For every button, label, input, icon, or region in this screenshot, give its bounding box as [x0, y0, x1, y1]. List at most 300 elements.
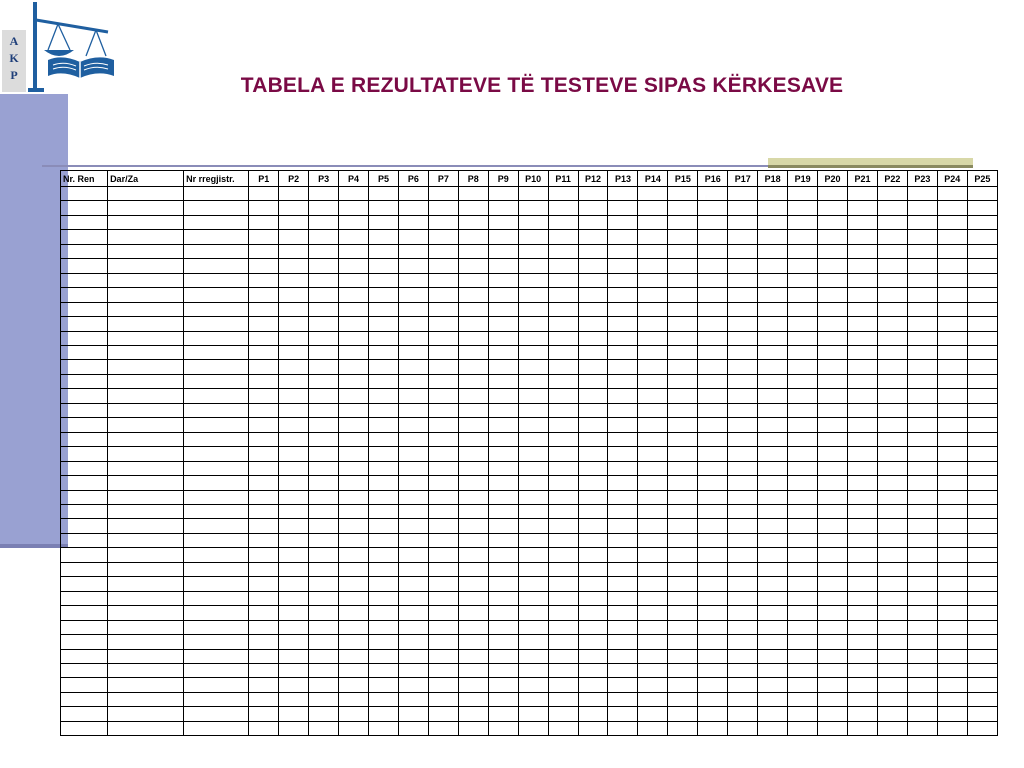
table-cell[interactable]	[428, 533, 458, 547]
table-cell[interactable]	[279, 418, 309, 432]
table-cell[interactable]	[847, 273, 877, 287]
table-cell[interactable]	[788, 360, 818, 374]
table-cell[interactable]	[458, 678, 488, 692]
table-cell[interactable]	[788, 678, 818, 692]
table-cell[interactable]	[578, 635, 608, 649]
table-cell[interactable]	[279, 591, 309, 605]
table-cell[interactable]	[184, 418, 249, 432]
table-cell[interactable]	[398, 721, 428, 735]
table-cell[interactable]	[458, 533, 488, 547]
table-cell[interactable]	[309, 360, 339, 374]
table-cell[interactable]	[548, 476, 578, 490]
table-cell[interactable]	[668, 302, 698, 316]
table-cell[interactable]	[309, 721, 339, 735]
table-cell[interactable]	[728, 418, 758, 432]
table-cell[interactable]	[249, 360, 279, 374]
table-cell[interactable]	[548, 403, 578, 417]
table-cell[interactable]	[578, 649, 608, 663]
table-cell[interactable]	[877, 201, 907, 215]
table-cell[interactable]	[398, 461, 428, 475]
table-cell[interactable]	[937, 389, 967, 403]
table-cell[interactable]	[847, 707, 877, 721]
table-cell[interactable]	[907, 345, 937, 359]
table-cell[interactable]	[279, 533, 309, 547]
table-cell[interactable]	[758, 490, 788, 504]
table-cell[interactable]	[249, 345, 279, 359]
table-cell[interactable]	[967, 490, 997, 504]
table-cell[interactable]	[608, 533, 638, 547]
table-cell[interactable]	[61, 649, 108, 663]
table-cell[interactable]	[728, 591, 758, 605]
table-cell[interactable]	[937, 317, 967, 331]
table-cell[interactable]	[279, 562, 309, 576]
table-cell[interactable]	[758, 562, 788, 576]
table-cell[interactable]	[548, 606, 578, 620]
table-cell[interactable]	[61, 548, 108, 562]
table-cell[interactable]	[518, 288, 548, 302]
table-cell[interactable]	[847, 721, 877, 735]
table-cell[interactable]	[488, 663, 518, 677]
table-cell[interactable]	[728, 678, 758, 692]
table-cell[interactable]	[548, 259, 578, 273]
table-cell[interactable]	[428, 678, 458, 692]
table-cell[interactable]	[518, 331, 548, 345]
table-cell[interactable]	[818, 533, 848, 547]
table-cell[interactable]	[428, 360, 458, 374]
table-cell[interactable]	[907, 533, 937, 547]
table-cell[interactable]	[398, 533, 428, 547]
table-cell[interactable]	[458, 635, 488, 649]
table-cell[interactable]	[578, 389, 608, 403]
table-cell[interactable]	[518, 519, 548, 533]
table-cell[interactable]	[937, 519, 967, 533]
table-cell[interactable]	[758, 201, 788, 215]
table-cell[interactable]	[758, 663, 788, 677]
table-cell[interactable]	[398, 302, 428, 316]
table-cell[interactable]	[279, 389, 309, 403]
table-cell[interactable]	[339, 432, 369, 446]
table-cell[interactable]	[368, 403, 398, 417]
table-cell[interactable]	[638, 678, 668, 692]
table-cell[interactable]	[548, 288, 578, 302]
table-cell[interactable]	[608, 635, 638, 649]
table-cell[interactable]	[578, 259, 608, 273]
table-cell[interactable]	[458, 447, 488, 461]
table-cell[interactable]	[249, 374, 279, 388]
table-cell[interactable]	[184, 663, 249, 677]
table-cell[interactable]	[108, 692, 184, 706]
table-cell[interactable]	[668, 374, 698, 388]
table-cell[interactable]	[608, 663, 638, 677]
table-cell[interactable]	[698, 591, 728, 605]
table-cell[interactable]	[249, 259, 279, 273]
table-cell[interactable]	[578, 620, 608, 634]
table-cell[interactable]	[847, 403, 877, 417]
table-cell[interactable]	[548, 187, 578, 201]
table-cell[interactable]	[428, 606, 458, 620]
table-cell[interactable]	[698, 490, 728, 504]
table-cell[interactable]	[907, 244, 937, 258]
table-cell[interactable]	[698, 317, 728, 331]
table-cell[interactable]	[518, 374, 548, 388]
table-cell[interactable]	[398, 230, 428, 244]
table-cell[interactable]	[398, 678, 428, 692]
table-cell[interactable]	[728, 533, 758, 547]
table-cell[interactable]	[758, 721, 788, 735]
table-cell[interactable]	[818, 259, 848, 273]
table-cell[interactable]	[788, 635, 818, 649]
table-cell[interactable]	[488, 244, 518, 258]
table-cell[interactable]	[458, 432, 488, 446]
table-cell[interactable]	[578, 302, 608, 316]
table-cell[interactable]	[847, 490, 877, 504]
table-cell[interactable]	[518, 215, 548, 229]
table-cell[interactable]	[638, 374, 668, 388]
table-cell[interactable]	[249, 707, 279, 721]
table-cell[interactable]	[61, 259, 108, 273]
table-cell[interactable]	[249, 331, 279, 345]
table-cell[interactable]	[428, 389, 458, 403]
table-cell[interactable]	[488, 620, 518, 634]
table-cell[interactable]	[758, 345, 788, 359]
table-cell[interactable]	[698, 447, 728, 461]
table-cell[interactable]	[61, 620, 108, 634]
table-cell[interactable]	[458, 230, 488, 244]
table-cell[interactable]	[728, 331, 758, 345]
table-cell[interactable]	[668, 663, 698, 677]
table-cell[interactable]	[728, 345, 758, 359]
table-cell[interactable]	[518, 548, 548, 562]
table-cell[interactable]	[907, 721, 937, 735]
table-cell[interactable]	[398, 273, 428, 287]
table-cell[interactable]	[728, 230, 758, 244]
table-cell[interactable]	[398, 591, 428, 605]
table-cell[interactable]	[279, 692, 309, 706]
table-cell[interactable]	[184, 360, 249, 374]
table-cell[interactable]	[108, 490, 184, 504]
table-cell[interactable]	[578, 447, 608, 461]
table-cell[interactable]	[638, 302, 668, 316]
table-cell[interactable]	[368, 259, 398, 273]
table-cell[interactable]	[668, 490, 698, 504]
table-cell[interactable]	[249, 591, 279, 605]
table-cell[interactable]	[61, 504, 108, 518]
table-cell[interactable]	[249, 302, 279, 316]
table-cell[interactable]	[608, 187, 638, 201]
table-cell[interactable]	[907, 201, 937, 215]
table-cell[interactable]	[818, 476, 848, 490]
table-cell[interactable]	[907, 635, 937, 649]
table-cell[interactable]	[339, 360, 369, 374]
table-cell[interactable]	[638, 476, 668, 490]
table-cell[interactable]	[428, 577, 458, 591]
table-cell[interactable]	[578, 187, 608, 201]
table-cell[interactable]	[368, 663, 398, 677]
table-cell[interactable]	[847, 476, 877, 490]
table-cell[interactable]	[368, 230, 398, 244]
table-cell[interactable]	[61, 273, 108, 287]
table-cell[interactable]	[548, 577, 578, 591]
table-cell[interactable]	[877, 244, 907, 258]
table-cell[interactable]	[368, 389, 398, 403]
table-cell[interactable]	[108, 519, 184, 533]
table-cell[interactable]	[309, 288, 339, 302]
table-cell[interactable]	[877, 187, 907, 201]
table-cell[interactable]	[967, 519, 997, 533]
table-cell[interactable]	[488, 215, 518, 229]
table-cell[interactable]	[668, 259, 698, 273]
table-cell[interactable]	[368, 302, 398, 316]
table-cell[interactable]	[758, 187, 788, 201]
table-cell[interactable]	[608, 678, 638, 692]
table-cell[interactable]	[638, 548, 668, 562]
table-cell[interactable]	[788, 374, 818, 388]
table-cell[interactable]	[548, 360, 578, 374]
table-cell[interactable]	[458, 259, 488, 273]
table-cell[interactable]	[339, 635, 369, 649]
table-cell[interactable]	[937, 360, 967, 374]
table-cell[interactable]	[578, 504, 608, 518]
table-cell[interactable]	[877, 663, 907, 677]
table-cell[interactable]	[967, 721, 997, 735]
table-cell[interactable]	[368, 606, 398, 620]
table-cell[interactable]	[458, 692, 488, 706]
table-cell[interactable]	[967, 707, 997, 721]
table-cell[interactable]	[578, 317, 608, 331]
table-cell[interactable]	[398, 649, 428, 663]
table-cell[interactable]	[458, 548, 488, 562]
table-cell[interactable]	[847, 201, 877, 215]
table-cell[interactable]	[788, 302, 818, 316]
table-cell[interactable]	[728, 201, 758, 215]
table-cell[interactable]	[279, 519, 309, 533]
table-cell[interactable]	[279, 302, 309, 316]
table-cell[interactable]	[728, 562, 758, 576]
table-cell[interactable]	[108, 215, 184, 229]
table-cell[interactable]	[368, 577, 398, 591]
table-cell[interactable]	[339, 591, 369, 605]
table-cell[interactable]	[788, 663, 818, 677]
table-cell[interactable]	[398, 317, 428, 331]
table-cell[interactable]	[61, 331, 108, 345]
table-cell[interactable]	[818, 317, 848, 331]
table-cell[interactable]	[608, 490, 638, 504]
table-cell[interactable]	[368, 533, 398, 547]
table-cell[interactable]	[108, 606, 184, 620]
table-cell[interactable]	[458, 519, 488, 533]
table-cell[interactable]	[638, 533, 668, 547]
table-cell[interactable]	[907, 187, 937, 201]
table-cell[interactable]	[967, 432, 997, 446]
table-cell[interactable]	[638, 230, 668, 244]
table-cell[interactable]	[907, 403, 937, 417]
table-cell[interactable]	[937, 649, 967, 663]
table-cell[interactable]	[788, 273, 818, 287]
table-cell[interactable]	[488, 533, 518, 547]
table-cell[interactable]	[184, 620, 249, 634]
table-cell[interactable]	[398, 620, 428, 634]
table-cell[interactable]	[518, 707, 548, 721]
table-cell[interactable]	[339, 504, 369, 518]
table-cell[interactable]	[184, 317, 249, 331]
table-cell[interactable]	[847, 678, 877, 692]
table-cell[interactable]	[907, 606, 937, 620]
table-cell[interactable]	[638, 649, 668, 663]
table-cell[interactable]	[608, 288, 638, 302]
table-cell[interactable]	[758, 692, 788, 706]
table-cell[interactable]	[108, 331, 184, 345]
table-cell[interactable]	[398, 288, 428, 302]
table-cell[interactable]	[61, 692, 108, 706]
table-cell[interactable]	[758, 331, 788, 345]
table-cell[interactable]	[309, 707, 339, 721]
table-cell[interactable]	[458, 591, 488, 605]
table-cell[interactable]	[108, 230, 184, 244]
table-cell[interactable]	[638, 707, 668, 721]
table-cell[interactable]	[788, 721, 818, 735]
table-cell[interactable]	[309, 620, 339, 634]
table-cell[interactable]	[458, 215, 488, 229]
table-cell[interactable]	[967, 273, 997, 287]
table-cell[interactable]	[967, 345, 997, 359]
table-cell[interactable]	[608, 620, 638, 634]
table-cell[interactable]	[339, 678, 369, 692]
table-cell[interactable]	[108, 244, 184, 258]
table-cell[interactable]	[249, 635, 279, 649]
table-cell[interactable]	[249, 606, 279, 620]
table-cell[interactable]	[309, 244, 339, 258]
table-cell[interactable]	[339, 663, 369, 677]
table-cell[interactable]	[548, 548, 578, 562]
table-cell[interactable]	[967, 461, 997, 475]
table-cell[interactable]	[61, 403, 108, 417]
table-cell[interactable]	[937, 591, 967, 605]
table-cell[interactable]	[847, 418, 877, 432]
table-cell[interactable]	[428, 288, 458, 302]
table-cell[interactable]	[428, 649, 458, 663]
table-cell[interactable]	[518, 432, 548, 446]
table-cell[interactable]	[638, 606, 668, 620]
table-cell[interactable]	[758, 447, 788, 461]
table-cell[interactable]	[967, 302, 997, 316]
table-cell[interactable]	[61, 288, 108, 302]
table-cell[interactable]	[728, 360, 758, 374]
table-cell[interactable]	[847, 533, 877, 547]
table-cell[interactable]	[488, 273, 518, 287]
table-cell[interactable]	[488, 345, 518, 359]
table-cell[interactable]	[548, 273, 578, 287]
table-cell[interactable]	[398, 692, 428, 706]
table-cell[interactable]	[108, 360, 184, 374]
table-cell[interactable]	[578, 591, 608, 605]
table-cell[interactable]	[184, 635, 249, 649]
table-cell[interactable]	[488, 692, 518, 706]
table-cell[interactable]	[249, 649, 279, 663]
table-cell[interactable]	[967, 476, 997, 490]
table-cell[interactable]	[279, 678, 309, 692]
table-cell[interactable]	[518, 360, 548, 374]
table-cell[interactable]	[818, 504, 848, 518]
table-cell[interactable]	[698, 649, 728, 663]
table-cell[interactable]	[518, 187, 548, 201]
table-cell[interactable]	[428, 302, 458, 316]
table-cell[interactable]	[108, 418, 184, 432]
table-cell[interactable]	[368, 707, 398, 721]
table-cell[interactable]	[279, 504, 309, 518]
table-cell[interactable]	[638, 418, 668, 432]
table-cell[interactable]	[249, 418, 279, 432]
table-cell[interactable]	[458, 476, 488, 490]
table-cell[interactable]	[184, 577, 249, 591]
table-cell[interactable]	[428, 345, 458, 359]
table-cell[interactable]	[339, 519, 369, 533]
table-cell[interactable]	[967, 591, 997, 605]
table-cell[interactable]	[638, 432, 668, 446]
table-cell[interactable]	[907, 302, 937, 316]
table-cell[interactable]	[698, 461, 728, 475]
table-cell[interactable]	[668, 215, 698, 229]
table-cell[interactable]	[184, 504, 249, 518]
table-cell[interactable]	[818, 490, 848, 504]
table-cell[interactable]	[184, 273, 249, 287]
table-cell[interactable]	[428, 490, 458, 504]
table-cell[interactable]	[398, 504, 428, 518]
table-cell[interactable]	[788, 244, 818, 258]
table-cell[interactable]	[518, 317, 548, 331]
table-cell[interactable]	[608, 331, 638, 345]
table-cell[interactable]	[608, 591, 638, 605]
table-cell[interactable]	[638, 577, 668, 591]
table-cell[interactable]	[339, 533, 369, 547]
table-cell[interactable]	[458, 345, 488, 359]
table-cell[interactable]	[907, 461, 937, 475]
table-cell[interactable]	[907, 418, 937, 432]
table-cell[interactable]	[61, 389, 108, 403]
table-cell[interactable]	[249, 317, 279, 331]
table-cell[interactable]	[877, 591, 907, 605]
table-cell[interactable]	[758, 432, 788, 446]
table-cell[interactable]	[548, 591, 578, 605]
table-cell[interactable]	[937, 230, 967, 244]
table-cell[interactable]	[818, 707, 848, 721]
table-cell[interactable]	[937, 577, 967, 591]
table-cell[interactable]	[428, 432, 458, 446]
table-cell[interactable]	[428, 635, 458, 649]
table-cell[interactable]	[638, 490, 668, 504]
table-cell[interactable]	[488, 548, 518, 562]
table-cell[interactable]	[937, 273, 967, 287]
table-cell[interactable]	[398, 447, 428, 461]
table-cell[interactable]	[907, 692, 937, 706]
table-cell[interactable]	[967, 577, 997, 591]
table-cell[interactable]	[309, 273, 339, 287]
table-cell[interactable]	[818, 403, 848, 417]
table-cell[interactable]	[728, 707, 758, 721]
table-cell[interactable]	[309, 187, 339, 201]
table-cell[interactable]	[877, 374, 907, 388]
table-cell[interactable]	[847, 230, 877, 244]
table-cell[interactable]	[309, 519, 339, 533]
table-cell[interactable]	[937, 447, 967, 461]
table-cell[interactable]	[108, 461, 184, 475]
table-cell[interactable]	[788, 201, 818, 215]
table-cell[interactable]	[184, 461, 249, 475]
table-cell[interactable]	[698, 230, 728, 244]
table-cell[interactable]	[108, 288, 184, 302]
table-cell[interactable]	[608, 649, 638, 663]
table-cell[interactable]	[847, 432, 877, 446]
table-cell[interactable]	[61, 606, 108, 620]
